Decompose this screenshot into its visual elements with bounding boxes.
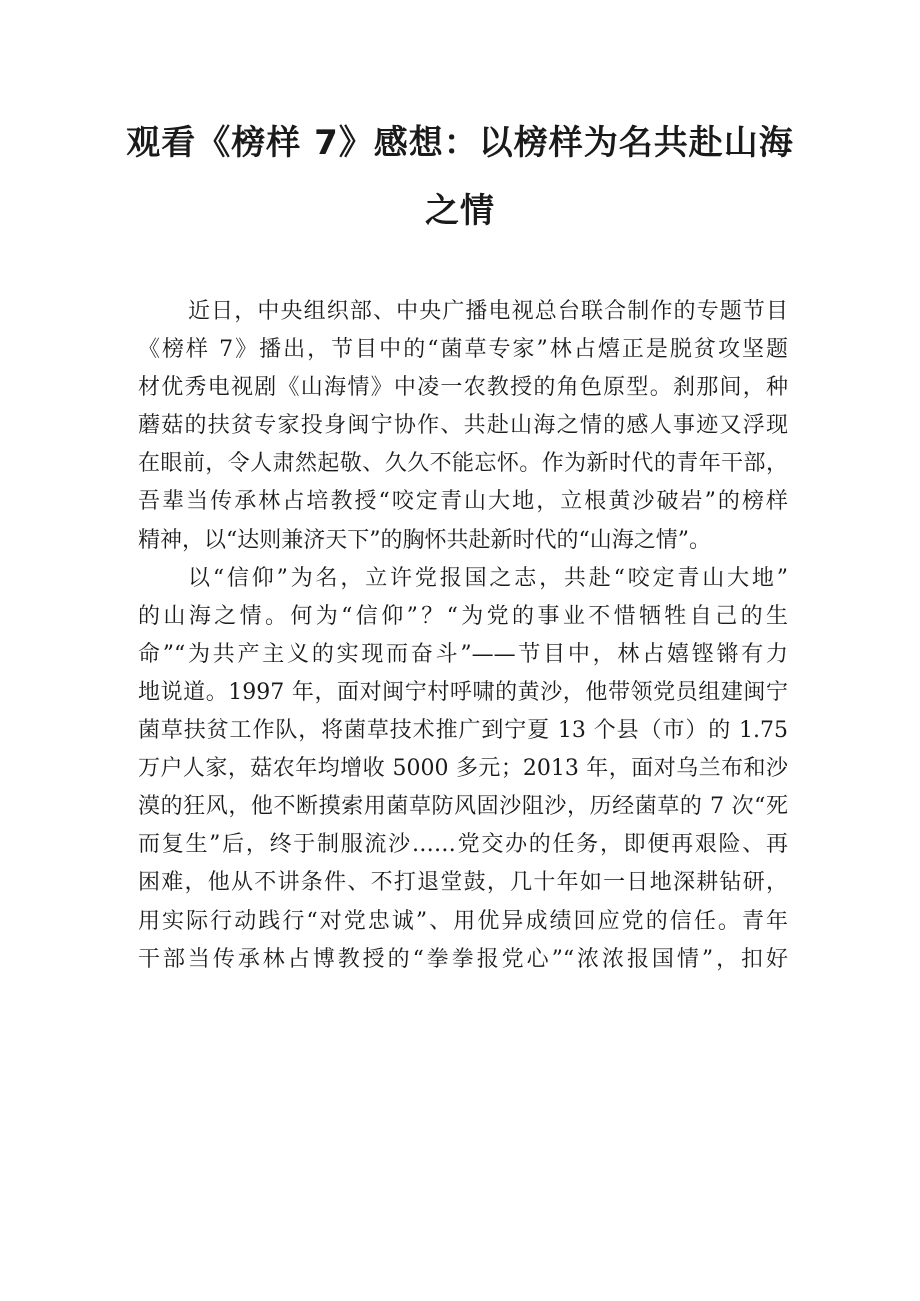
text-line: 《榜样 7》播出，节目中的“菌草专家”林占熺正是脱贫攻坚题 [138, 337, 788, 363]
text-line: 蘑菇的扶贫专家投身闽宁协作、共赴山海之情的感人事迹又浮现 [138, 413, 788, 439]
text-line: 精神，以“达则兼济天下”的胸怀共赴新时代的“山海之情”。 [138, 527, 711, 553]
text-line: 命”“为共产主义的实现而奋斗”——节目中，林占嬉铿锵有力 [138, 641, 788, 667]
text-line: 地说道。1997 年，面对闽宁村呼啸的黄沙，他带领党员组建闽宁 [138, 679, 788, 705]
text-line: 困难，他从不讲条件、不打退堂鼓，几十年如一日地深耕钻研， [138, 870, 788, 896]
text-line: 而复生”后，终于制服流沙……党交办的任务，即便再艰险、再 [138, 832, 788, 858]
text-line: 干部当传承林占博教授的“拳拳报党心”“浓浓报国情”，扣好 [138, 946, 788, 972]
text-line: 用实际行动践行“对党忠诚”、用优异成绩回应党的信任。青年 [138, 908, 788, 934]
text-line: 以“信仰”为名，立许党报国之志，共赴“咬定青山大地” [188, 565, 788, 591]
document-title [0, 123, 920, 231]
article-body [138, 293, 788, 979]
paragraph-1 [138, 293, 788, 560]
title-line-1: 观看《榜样 7》感想：以榜样为名共赴山海 [126, 123, 794, 163]
text-line: 漠的狂风，他不断摸索用菌草防风固沙阻沙，历经菌草的 7 次“死 [138, 794, 788, 820]
title-line-2: 之情 [425, 191, 495, 231]
text-line: 在眼前，令人肃然起敬、久久不能忘怀。作为新时代的青年干部， [138, 451, 788, 477]
text-line: 菌草扶贫工作队，将菌草技术推广到宁夏 13 个县（市）的 1.75 [138, 718, 788, 744]
text-line: 万户人家，菇农年均增收 5000 多元；2013 年，面对乌兰布和沙 [138, 756, 788, 782]
text-line: 吾辈当传承林占培教授“咬定青山大地，立根黄沙破岩”的榜样 [138, 489, 788, 515]
text-line: 材优秀电视剧《山海情》中凌一农教授的角色原型。刹那间，种 [138, 375, 788, 401]
paragraph-2 [138, 560, 788, 979]
text-line: 的山海之情。何为“信仰”？“为党的事业不惜牺牲自己的生 [138, 603, 788, 629]
text-line: 近日，中央组织部、中央广播电视总台联合制作的专题节目 [188, 299, 788, 324]
